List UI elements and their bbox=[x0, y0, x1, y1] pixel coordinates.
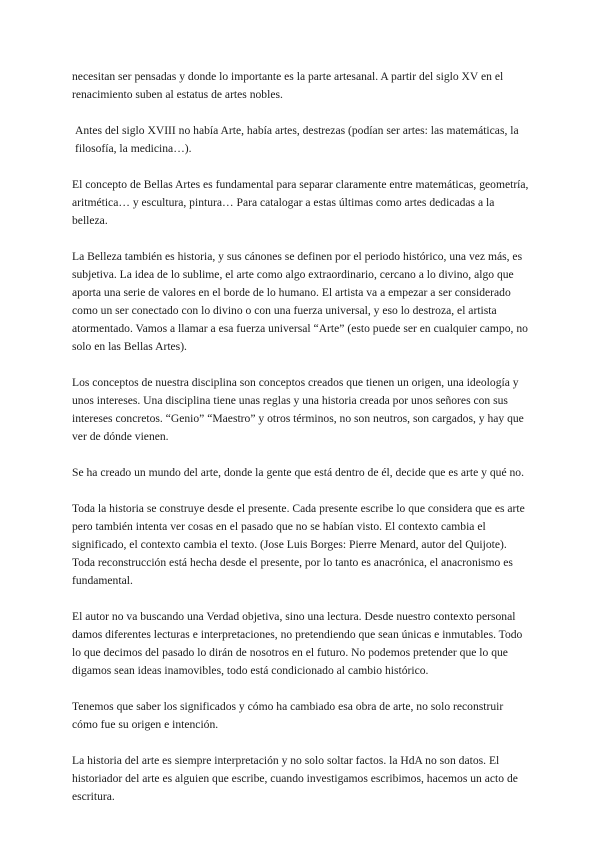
paragraph-7: Toda la historia se construye desde el presente. Cada presente escribe lo que considera que es arte pero también intenta ver cosas en el pasado que no se habían visto. El contexto cambia el significado, el contexto cambia el texto. (Jose Luis Borges: Pierre Menard, autor del Quijote). Toda reconstrucción está hecha desde el presente, por lo tanto es anacrónica, el anacronismo es fundamental. bbox=[72, 502, 525, 587]
paragraph-1: necesitan ser pensadas y donde lo importante es la parte artesanal. A partir del siglo XV en el renacimiento suben al estatus de artes nobles. bbox=[72, 70, 504, 101]
paragraph-9: Tenemos que saber los significados y cómo ha cambiado esa obra de arte, no solo reconstruir cómo fue su origen e intención. bbox=[72, 700, 504, 731]
paragraph-4: La Belleza también es historia, y sus cánones se definen por el periodo histórico, una vez más, es subjetiva. La idea de lo sublime, el arte como algo extraordinario, cercano a lo divino, algo que aporta una serie de valores en el borde de lo humano. El artista va a empezar a ser considerado como un ser conectado con lo divino o con una fuerza universal, y eso lo destroza, el artista atormentado. Vamos a llamar a esa fuerza universal “Arte” (esto puede ser en cualquier campo, no solo en las Bellas Artes). bbox=[72, 250, 528, 353]
paragraph-10: La historia del arte es siempre interpretación y no solo soltar factos. la HdA no son datos. El historiador del arte es alguien que escribe, cuando investigamos escribimos, hacemos un acto de escritura. bbox=[72, 754, 518, 803]
paragraph-8: El autor no va buscando una Verdad objetiva, sino una lectura. Desde nuestro contexto personal damos diferentes lecturas e interpretaciones, no pretendiendo que sean únicas e inmutables. Todo lo que decimos del pasado lo dirán de nosotros en el futuro. No podemos pretender que lo que digamos sean ideas inamovibles, todo está condicionado al cambio histórico. bbox=[72, 610, 523, 677]
paragraph-2: Antes del siglo XVIII no había Arte, había artes, destrezas (podían ser artes: las matemáticas, la filosofía, la medicina…). bbox=[75, 124, 519, 155]
paragraph-5: Los conceptos de nuestra disciplina son conceptos creados que tienen un origen, una ideología y unos intereses. Una disciplina tiene unas reglas y una historia creada por unos señores con sus intereses concretos. “Genio” “Maestro” y otros términos, no son neutros, son cargados, y hay que ver de dónde vienen. bbox=[72, 376, 524, 443]
paragraph-6: Se ha creado un mundo del arte, donde la gente que está dentro de él, decide que es arte y qué no. bbox=[72, 466, 524, 479]
document-page bbox=[72, 68, 530, 824]
paragraph-3: El concepto de Bellas Artes es fundamental para separar claramente entre matemáticas, geometría, aritmética… y escultura, pintura… Para catalogar a estas últimas como artes dedicadas a la belleza. bbox=[72, 178, 529, 227]
